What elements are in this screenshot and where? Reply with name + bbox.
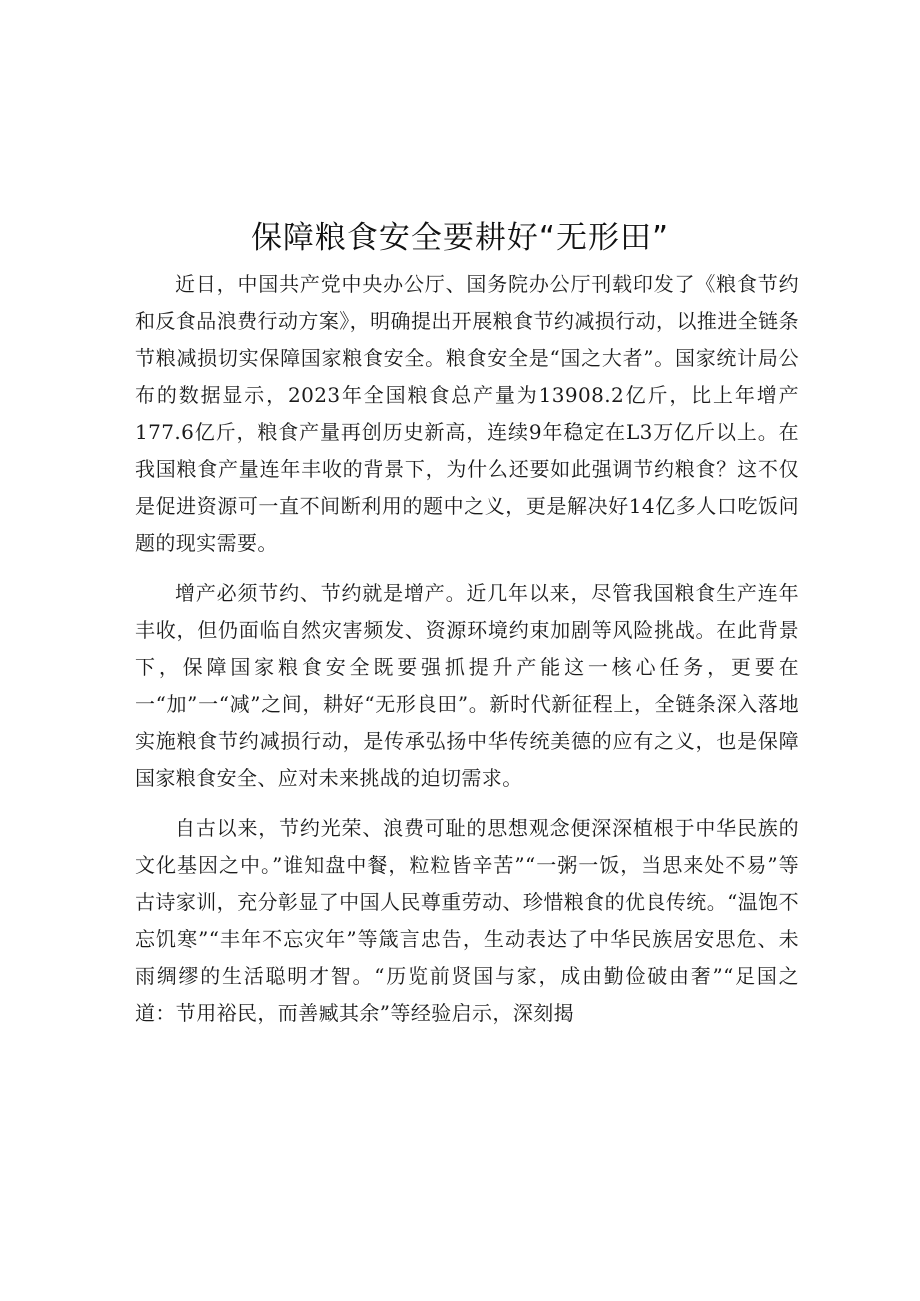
paragraph-2: 增产必须节约、节约就是增产。近几年以来，尽管我国粮食生产连年丰收，但仍面临自然灾害频发、资源环境约束加剧等风险挑战。在此背景下，保障国家粮食安全既要强抓提升产能这一核心任务，更要在一“加”一“减”之间，耕好“无形良田”。新时代新征程上，全链条深入落地实施粮食节约减损行动，是传承弘扬中华传统美德的应有之义，也是保障国家粮食安全、应对未来挑战的迫切需求。 [135,581,799,790]
document-title: 保障粮食安全要耕好“无形田” [250,220,670,256]
paragraph-1: 近日，中国共产党中央办公厅、国务院办公厅刊载印发了《粮食节约和反食品浪费行动方案》，明确提出开展粮食节约减损行动，以推进全链条节粮减损切实保障国家粮食安全。粮食安全是“国之大者”。国家统计局公布的数据显示，2023年全国粮食总产量为13908.2亿斤，比上年增产177.6亿斤，粮食产量再创历史新高，连续9年稳定在L3万亿斤以上。在我国粮食产量连年丰收的背景下，为什么还要如此强调节约粮食？这不仅是促进资源可一直不间断利用的题中之义，更是解决好14亿多人口吃饭问题的现实需要。 [135,272,799,555]
document-body [135,266,799,1045]
paragraph-3: 自古以来，节约光荣、浪费可耻的思想观念便深深植根于中华民族的文化基因之中。”谁知盘中餐，粒粒皆辛苦”“一粥一饭，当思来处不易”等古诗家训，充分彰显了中国人民尊重劳动、珍惜粮食的优良传统。“温饱不忘饥寒”“丰年不忘灾年”等箴言忠告，生动表达了中华民族居安思危、未雨绸缪的生活聪明才智。“历览前贤国与家，成由勤俭破由奢”“足国之道：节用裕民，而善臧其余”等经验启示，深刻揭 [135,816,799,1025]
